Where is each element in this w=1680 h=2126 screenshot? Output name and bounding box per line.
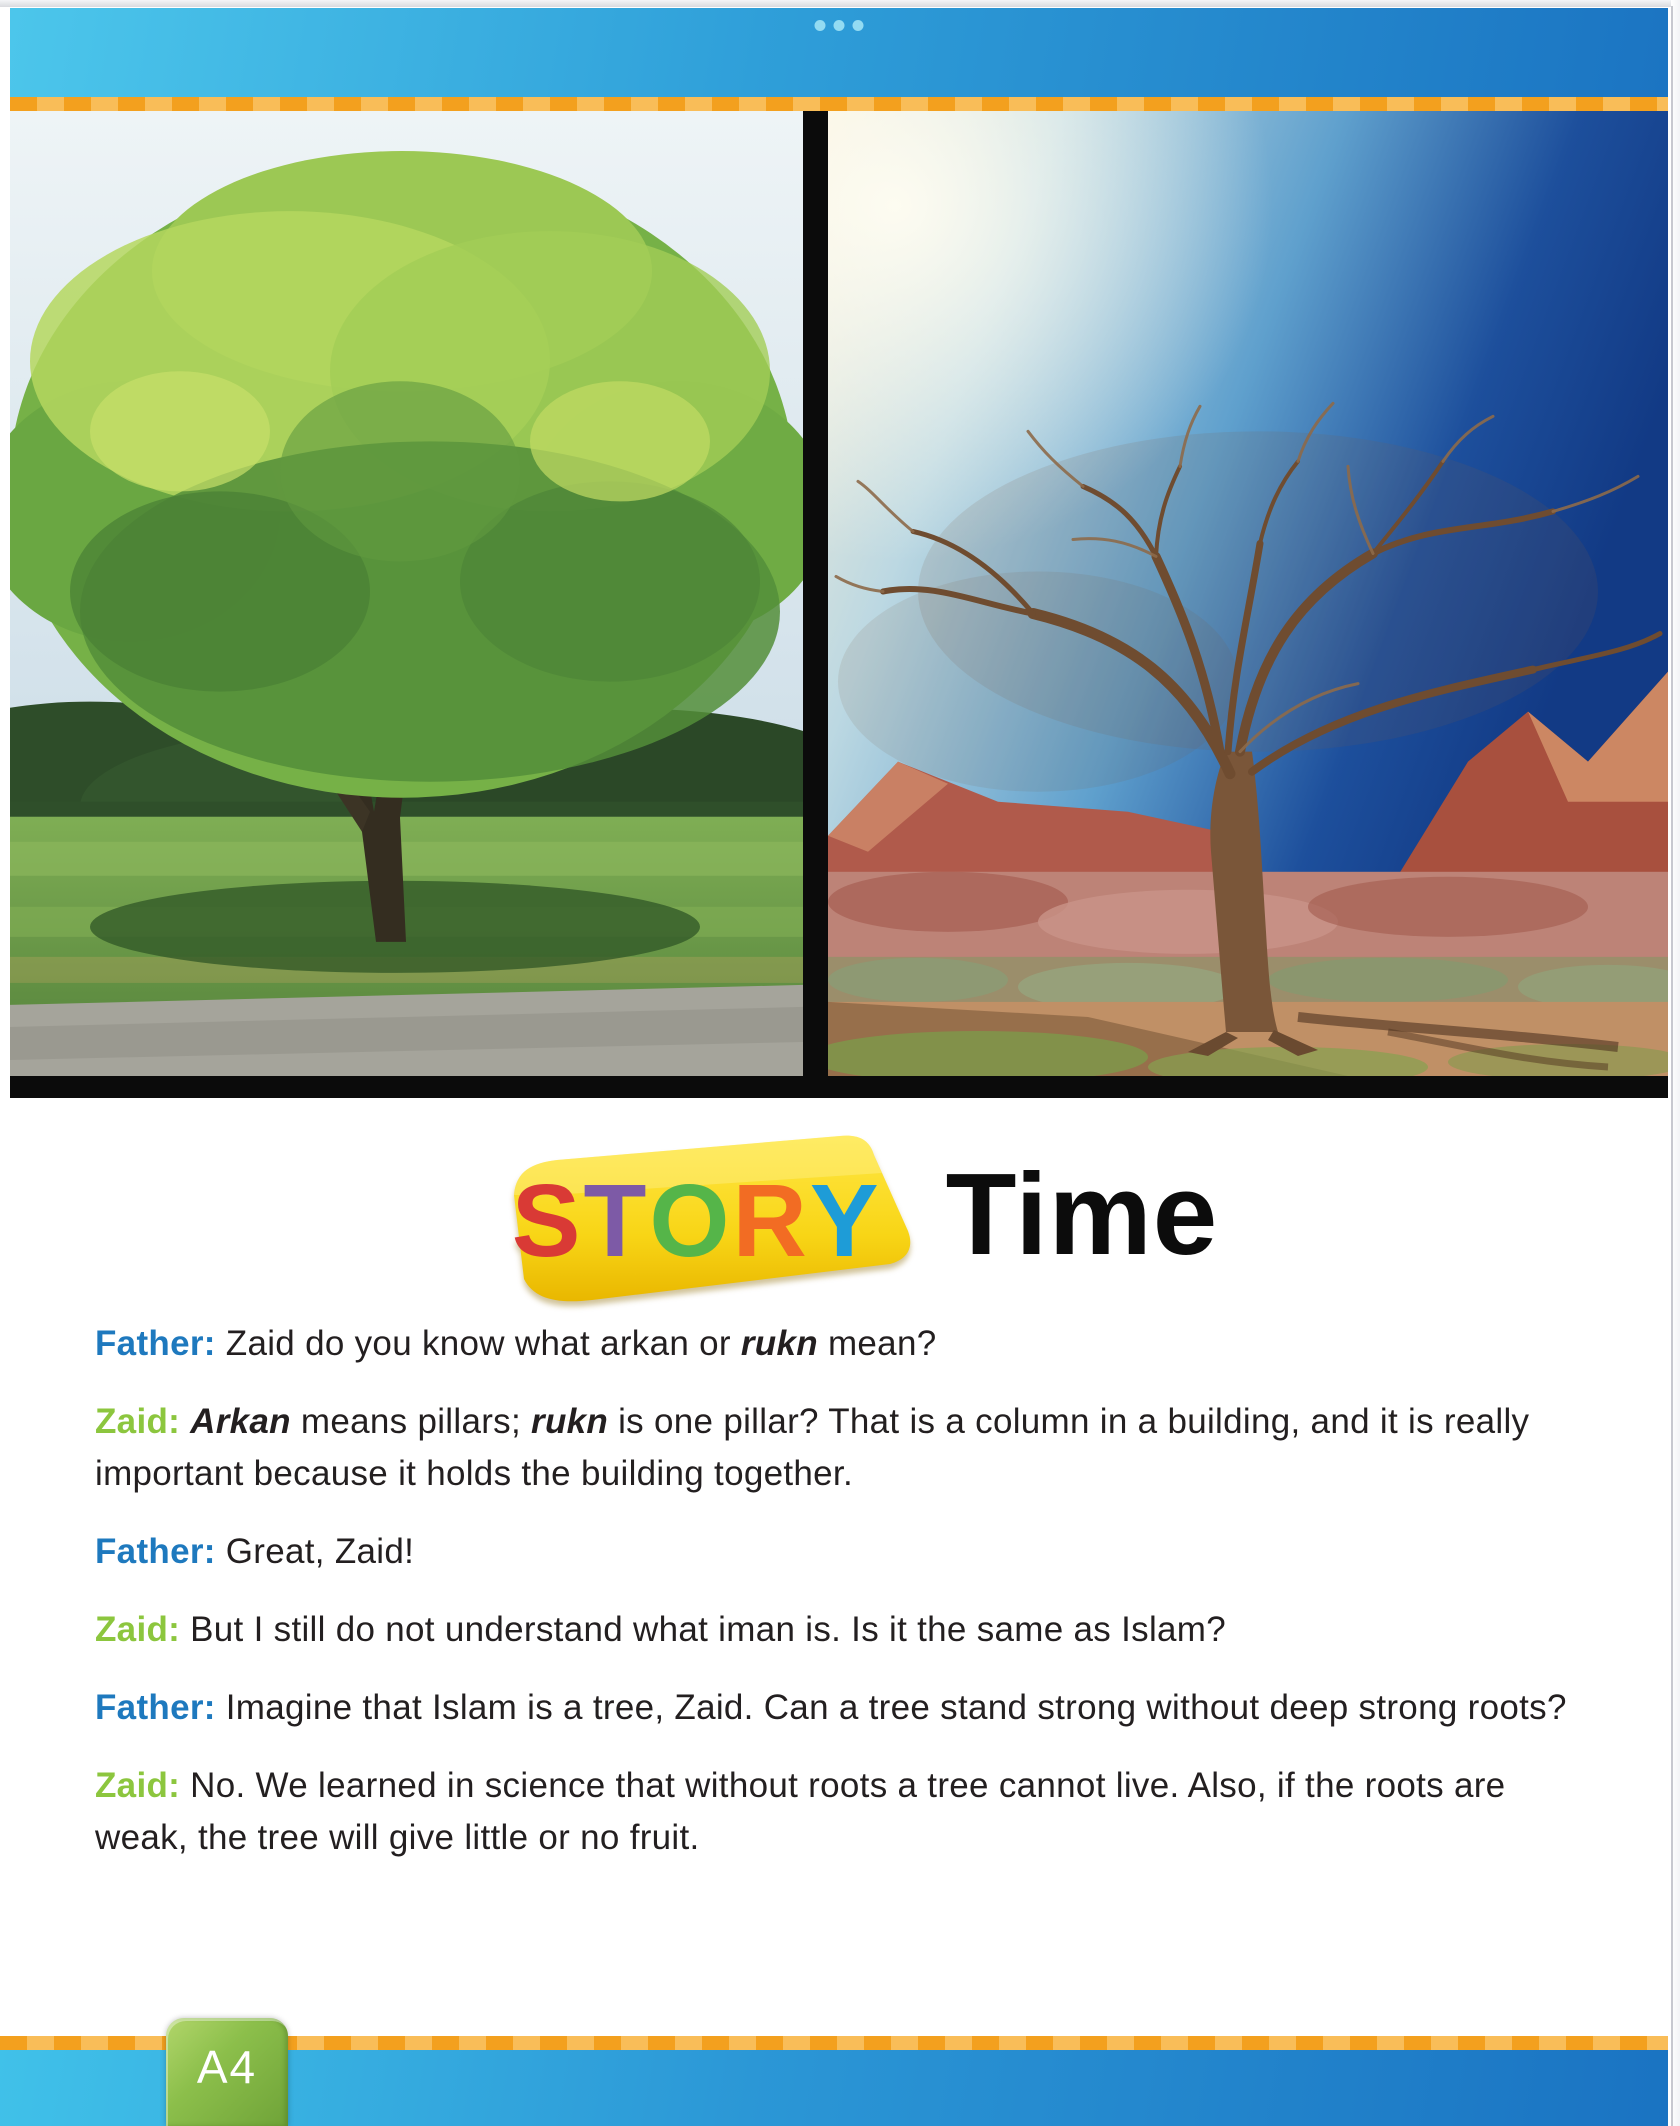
speaker-label: Zaid: — [95, 1402, 181, 1441]
speaker-label: Father: — [95, 1532, 216, 1571]
speaker-label: Father: — [95, 1688, 216, 1727]
drag-handle-dots-icon[interactable] — [815, 20, 864, 31]
page-edge-line — [1671, 6, 1673, 2126]
dialogue-text — [180, 1402, 190, 1441]
dialogue-paragraph — [95, 1760, 1588, 1864]
dialogue-text: But I still do not understand what iman is. Is it the same as Islam? — [180, 1610, 1227, 1649]
dialogue-paragraph — [95, 1526, 1588, 1578]
dead-tree-photo — [828, 111, 1668, 1076]
story-letter: Y — [809, 1162, 882, 1278]
story-badge — [462, 1133, 932, 1305]
story-letter: R — [732, 1162, 810, 1278]
dot-icon — [853, 20, 864, 31]
page-edge-top — [0, 0, 1680, 7]
story-time-logo — [0, 1126, 1680, 1311]
speaker-label: Zaid: — [95, 1610, 181, 1649]
emphasis-term: rukn — [531, 1402, 609, 1441]
story-dialogue — [95, 1318, 1588, 1890]
speaker-label: Zaid: — [95, 1766, 181, 1805]
dialogue-text: Zaid do you know what arkan or — [215, 1324, 741, 1363]
dialogue-paragraph — [95, 1682, 1588, 1734]
dialogue-paragraph — [95, 1396, 1588, 1500]
green-tree-photo — [10, 111, 803, 1076]
story-letter: T — [583, 1162, 650, 1278]
header-bar — [10, 8, 1668, 97]
emphasis-term: Arkan — [190, 1402, 291, 1441]
time-label: Time — [945, 1148, 1219, 1279]
emphasis-term: rukn — [740, 1324, 818, 1363]
speaker-label: Father: — [95, 1324, 216, 1363]
story-letter: S — [511, 1162, 584, 1278]
dialogue-text: mean? — [817, 1324, 937, 1363]
photo-divider — [803, 111, 828, 1076]
dot-icon — [815, 20, 826, 31]
dialogue-text: Imagine that Islam is a tree, Zaid. Can a tree stand strong without deep strong roots? — [215, 1688, 1567, 1727]
story-letters — [462, 1133, 932, 1305]
header-checker-strip — [10, 97, 1668, 111]
dialogue-text: means pillars; — [290, 1402, 532, 1441]
dialogue-text: No. We learned in science that without roots a tree cannot live. Also, if the roots are weak, the tree will give little or no fruit. — [95, 1766, 1506, 1857]
dialogue-paragraph — [95, 1604, 1588, 1656]
photo-pair — [10, 111, 1668, 1076]
dot-icon — [834, 20, 845, 31]
dialogue-text: Great, Zaid! — [215, 1532, 415, 1571]
photo-frame-bottom — [10, 1076, 1668, 1098]
dialogue-text: is one pillar? That is a column in a building, and it is really important because it holds the building together. — [95, 1402, 1530, 1493]
page-number-tab[interactable]: A4 — [166, 2018, 288, 2126]
dialogue-paragraph — [95, 1318, 1588, 1370]
story-letter: O — [649, 1162, 733, 1278]
